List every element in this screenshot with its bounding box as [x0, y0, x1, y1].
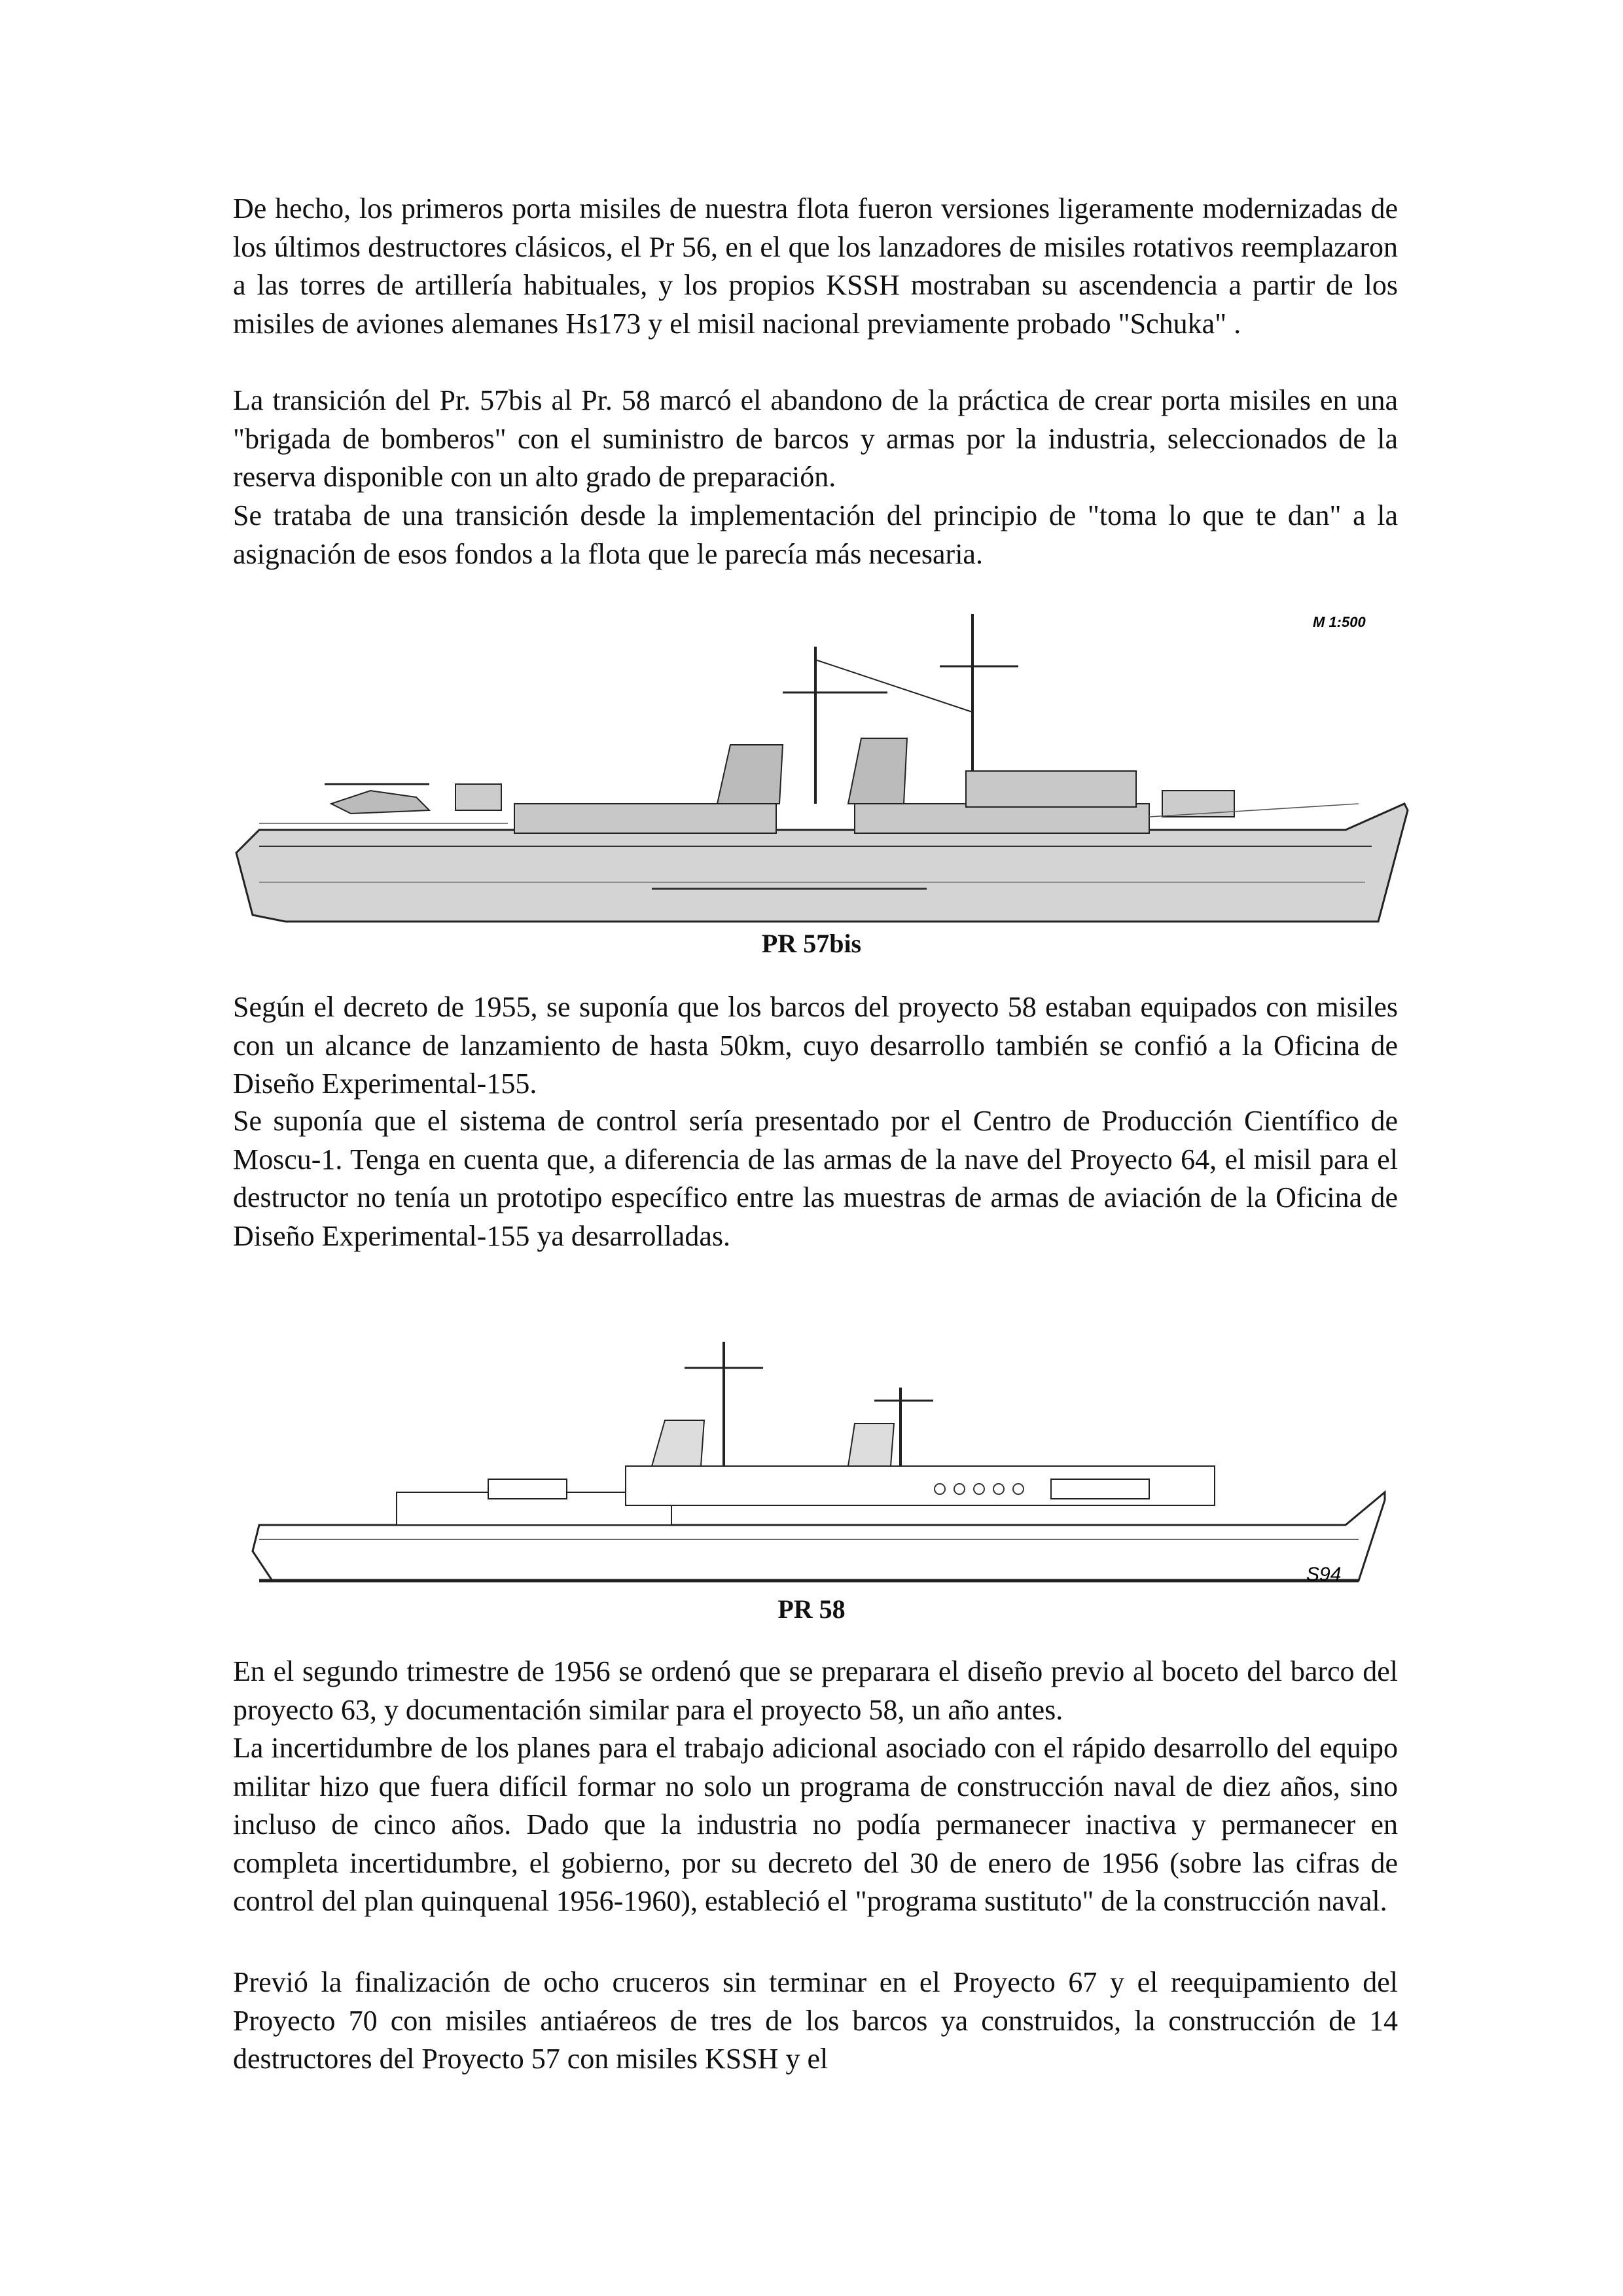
- ship-drawing-pr58: [233, 1329, 1398, 1590]
- artist-signature: S94: [1306, 1564, 1342, 1585]
- paragraph-1: De hecho, los primeros porta misiles de nuestra flota fueron versiones ligeramente modernizadas de los últimos destructores clásicos, el Pr 56, en el que los lanzadores de misiles rotativos reemplazaron a las torres de artillería habituales, y los propios KSSH mostraban su ascendencia a partir de los misiles de aviones alemanes Hs173 y el misil nacional previamente probado "Schuka" .: [233, 192, 1398, 340]
- paragraph-2: La transición del Pr. 57bis al Pr. 58 marcó el abandono de la práctica de crear porta misiles en una "brigada de bomberos" con el suministro de barcos y armas por la industria, seleccionados de la reserva disponible con un alto grado de preparación.: [233, 384, 1398, 493]
- paragraph-4: Según el decreto de 1955, se suponía que los barcos del proyecto 58 estaban equipados con misiles con un alcance de lanzamiento de hasta 50km, cuyo desarrollo también se confió a la Oficina de Diseño Experimental-155.: [233, 991, 1398, 1100]
- ship-drawing-pr57bis: [233, 607, 1418, 935]
- ship-pr58-svg: [233, 1329, 1398, 1590]
- paragraph-3: Se trataba de una transición desde la implementación del principio de "toma lo que te dan" a la asignación de esos fondos a la flota que le parecía más necesaria.: [233, 499, 1398, 570]
- paragraph-6: En el segundo trimestre de 1956 se ordenó que se preparara el diseño previo al boceto del barco del proyecto 63, y documentación similar para el proyecto 58, un año antes.: [233, 1655, 1398, 1726]
- ship-pr57bis-svg: [233, 607, 1418, 935]
- figure-2-caption: PR 58: [777, 1594, 846, 1624]
- paragraph-5: Se suponía que el sistema de control sería presentado por el Centro de Producción Científico de Moscu-1. Tenga en cuenta que, a diferencia de las armas de la nave del Proyecto 64, el misil para el destructor no tenía un prototipo específico entre las muestras de armas de aviación de la Oficina de Diseño Experimental-155 ya desarrolladas.: [233, 1105, 1398, 1252]
- paragraph-7: La incertidumbre de los planes para el trabajo adicional asociado con el rápido desarrollo del equipo militar hizo que fuera difícil formar no solo un programa de construcción naval de diez años, sino incluso de cinco años. Dado que la industria no podía permanecer inactiva y permanecer en completa incertidumbre, el gobierno, por su decreto del 30 de enero de 1956 (sobre las cifras de control del plan quinquenal 1956-1960), estableció el "programa sustituto" de la construcción naval.: [233, 1732, 1398, 1917]
- figure-1-caption: PR 57bis: [761, 929, 862, 958]
- scale-label: M 1:500: [1313, 614, 1366, 630]
- paragraph-8: Previó la finalización de ocho cruceros sin terminar en el Proyecto 67 y el reequipamiento del Proyecto 70 con misiles antiaéreos de tres de los barcos ya construidos, la construcción de 14 destructores del Proyecto 57 con misiles KSSH y el: [233, 1966, 1398, 2075]
